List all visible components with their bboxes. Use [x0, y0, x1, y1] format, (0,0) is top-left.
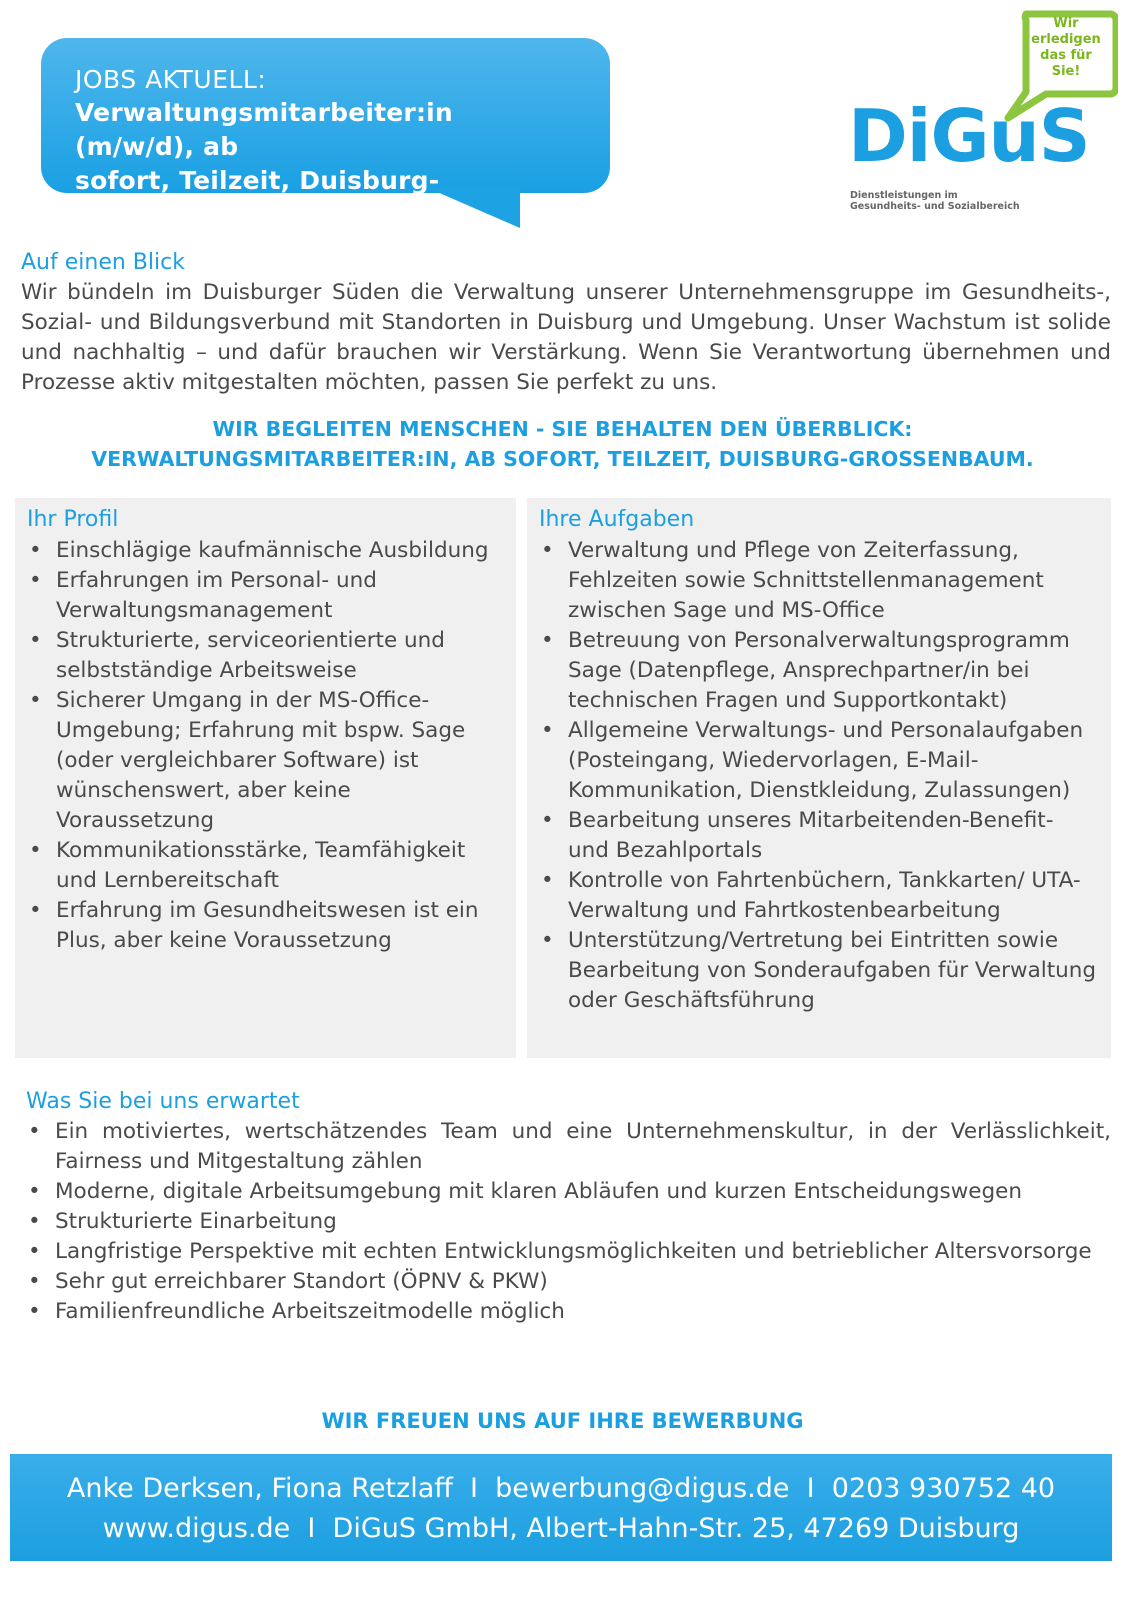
tasks-list — [539, 536, 1099, 1016]
intro-section — [21, 248, 1111, 398]
list-item: • Bearbeitung unseres Mitarbeitenden-Benefit- und Bezahlportals — [539, 806, 1099, 866]
list-item: • Sicherer Umgang in der MS-Office-Umgebung; Erfahrung mit bspw. Sage (oder vergleichbarer Software) ist wünschenswert, aber keine Voraussetzung — [27, 686, 504, 836]
job-title-banner — [41, 38, 610, 229]
benefits-section — [26, 1087, 1111, 1327]
banner-title-line1: Verwaltungsmitarbeiter:in (m/w/d), ab — [75, 98, 453, 161]
logo-subtitle-line2: Gesundheits- und Sozialbereich — [850, 201, 1020, 212]
logo-subtitle-line1: Dienstleistungen im — [850, 190, 958, 201]
list-item: • Einschlägige kaufmännische Ausbildung — [27, 536, 504, 566]
logo-wordmark: DiGuS — [848, 94, 1090, 178]
digus-logo — [848, 6, 1118, 212]
benefits-heading: Was Sie bei uns erwartet — [26, 1089, 300, 1114]
profile-box — [15, 498, 516, 1058]
list-item: • Erfahrungen im Personal- und Verwaltungsmanagement — [27, 566, 504, 626]
list-item: • Langfristige Perspektive mit echten Entwicklungsmöglichkeiten und betrieblicher Altersvorsorge — [26, 1237, 1111, 1267]
benefits-list — [26, 1117, 1111, 1327]
profile-list — [27, 536, 504, 956]
list-item: • Kommunikationsstärke, Teamfähigkeit und Lernbereitschaft — [27, 836, 504, 896]
slogan — [0, 414, 1125, 474]
intro-text: Wir bündeln im Duisburger Süden die Verwaltung unserer Unternehmensgruppe im Gesundheits-, Sozial- und Bildungsverbund mit Standorten in Duisburg und Umgebung. Unser Wachstum ist solide und nachhaltig – und dafür brauchen wir Verstärkung. Wenn Sie Verantwortung übernehmen und Prozesse aktiv mitgestalten möchten, passen Sie perfekt zu uns. — [21, 280, 1111, 395]
logo-subtitle — [850, 190, 1020, 212]
contact-footer — [10, 1454, 1112, 1561]
list-item: • Erfahrung im Gesundheitswesen ist ein Plus, aber keine Voraussetzung — [27, 896, 504, 956]
logo-slogan-line2: das für Sie! — [1040, 48, 1092, 79]
list-item: • Betreuung von Personalverwaltungsprogramm Sage (Datenpflege, Ansprechpartner/in bei technischen Fragen und Supportkontakt) — [539, 626, 1099, 716]
logo-slogan-line1: Wir erledigen — [1031, 16, 1101, 47]
contact-line1: Anke Derksen, Fiona Retzlaff I bewerbung@digus.de I 0203 930752 40 — [66, 1473, 1056, 1504]
profile-heading: Ihr Profil — [27, 507, 119, 532]
banner-kicker: JOBS AKTUELL: — [75, 65, 267, 94]
list-item: • Strukturierte Einarbeitung — [26, 1207, 1111, 1237]
intro-heading: Auf einen Blick — [21, 250, 185, 275]
tasks-heading: Ihre Aufgaben — [539, 507, 695, 532]
tasks-box — [527, 498, 1111, 1058]
slogan-line2: VERWALTUNGSMITARBEITER:IN, AB SOFORT, TEILZEIT, DUISBURG-GROSSENBAUM. — [91, 447, 1034, 471]
slogan-line1: WIR BEGLEITEN MENSCHEN - SIE BEHALTEN DEN ÜBERBLICK: — [212, 417, 913, 441]
list-item: • Sehr gut erreichbarer Standort (ÖPNV & PKW) — [26, 1267, 1111, 1297]
list-item: • Moderne, digitale Arbeitsumgebung mit klaren Abläufen und kurzen Entscheidungswegen — [26, 1177, 1111, 1207]
list-item: • Unterstützung/Vertretung bei Eintritten sowie Bearbeitung von Sonderaufgaben für Verwaltung oder Geschäftsführung — [539, 926, 1099, 1016]
banner-title-line2: sofort, Teilzeit, Duisburg-Großenbaum — [75, 166, 440, 229]
list-item: • Familienfreundliche Arbeitszeitmodelle möglich — [26, 1297, 1111, 1327]
list-item: • Allgemeine Verwaltungs- und Personalaufgaben (Posteingang, Wiedervorlagen, E-Mail-Kommunikation, Dienstkleidung, Zulassungen) — [539, 716, 1099, 806]
logo-slogan — [1026, 16, 1106, 80]
list-item: • Verwaltung und Pflege von Zeiterfassung, Fehlzeiten sowie Schnittstellenmanagement zwischen Sage und MS-Office — [539, 536, 1099, 626]
list-item: • Strukturierte, serviceorientierte und selbstständige Arbeitsweise — [27, 626, 504, 686]
closing-line: WIR FREUEN UNS AUF IHRE BEWERBUNG — [321, 1409, 804, 1433]
list-item: • Kontrolle von Fahrtenbüchern, Tankkarten/ UTA-Verwaltung und Fahrtkostenbearbeitung — [539, 866, 1099, 926]
contact-line2: www.digus.de I DiGuS GmbH, Albert-Hahn-Str. 25, 47269 Duisburg — [102, 1513, 1020, 1544]
banner-tail — [428, 188, 520, 228]
list-item: • Ein motiviertes, wertschätzendes Team und eine Unternehmenskultur, in der Verlässlichkeit, Fairness und Mitgestaltung zählen — [26, 1117, 1111, 1177]
